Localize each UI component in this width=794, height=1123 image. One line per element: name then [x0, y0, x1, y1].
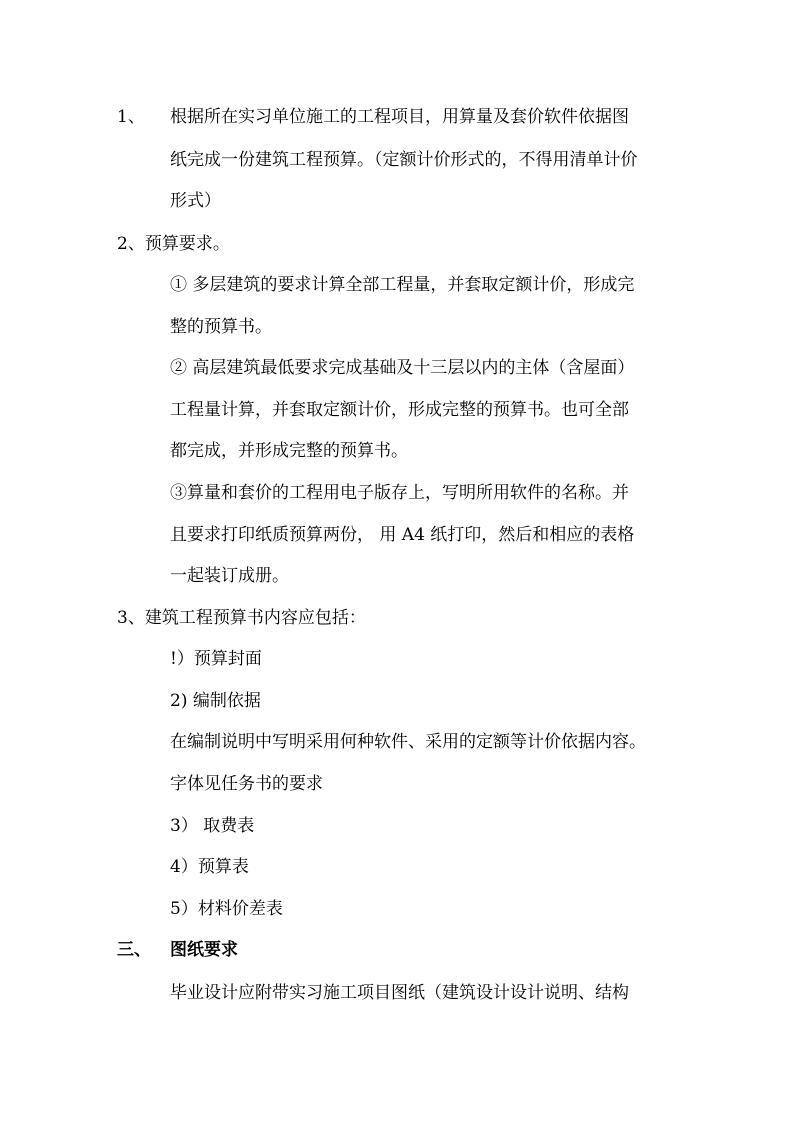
section-4-number: 三、 — [117, 940, 151, 960]
section-4-line-1: 毕业设计应附带实习施工项目图纸（建筑设计设计说明、结构 — [170, 983, 629, 1003]
contents-item-budget-table: 4）预算表 — [170, 857, 249, 877]
section-1-line-1: 根据所在实习单位施工的工程项目，用算量及套价软件依据图 — [170, 107, 629, 127]
contents-item-fees: 3） 取费表 — [170, 816, 255, 836]
requirement-3-line-2: 且要求打印纸质预算两份， 用 A4 纸打印，然后和相应的表格 — [170, 525, 635, 545]
requirement-3-line-1: ③算量和套价的工程用电子版存上，写明所用软件的名称。并 — [170, 483, 629, 503]
requirement-2-line-3: 都完成，并形成完整的预算书。 — [170, 441, 408, 461]
section-1-line-3: 形式） — [170, 191, 221, 211]
contents-basis-note-1: 在编制说明中写明采用何种软件、采用的定额等计价依据内容。 — [170, 732, 646, 752]
section-2-heading: 2、预算要求。 — [117, 234, 230, 254]
requirement-1-line-2: 整的预算书。 — [170, 317, 272, 337]
section-3-heading: 3、建筑工程预算书内容应包括： — [117, 608, 366, 628]
section-1-line-2: 纸完成一份建筑工程预算。（定额计价形式的，不得用清单计价 — [170, 150, 638, 170]
requirement-2-line-1: ② 高层建筑最低要求完成基础及十三层以内的主体（含屋面） — [170, 358, 635, 378]
requirement-1-line-1: ① 多层建筑的要求计算全部工程量，并套取定额计价，形成完 — [170, 275, 635, 295]
section-1-number: 1、 — [117, 107, 145, 127]
contents-item-material-diff: 5）材料价差表 — [170, 899, 283, 919]
contents-item-basis: 2) 编制依据 — [170, 691, 261, 711]
contents-basis-note-2: 字体见任务书的要求 — [170, 774, 323, 794]
section-4-heading: 图纸要求 — [170, 940, 238, 960]
requirement-2-line-2: 工程量计算，并套取定额计价，形成完整的预算书。也可全部 — [170, 400, 629, 420]
requirement-3-line-3: 一起装订成册。 — [170, 566, 289, 586]
contents-item-cover: !）预算封面 — [170, 649, 262, 669]
